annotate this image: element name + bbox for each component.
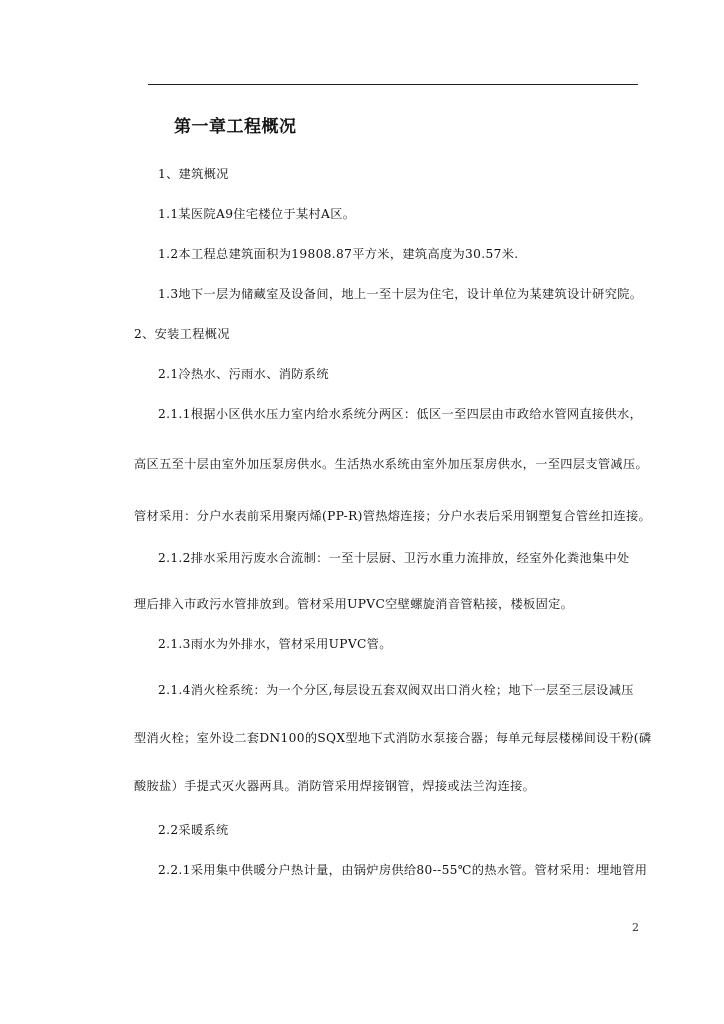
paragraph-line: 2.1.1根据小区供水压力室内给水系统分两区：低区一至四层由市政给水管网直接供水， (158, 407, 643, 421)
subsection-heading-heating: 2.2采暖系统 (158, 823, 229, 837)
paragraph-line: 酸胺盐）手提式灭火器两具。消防管采用焊接钢管，焊接或法兰沟连接。 (134, 779, 536, 793)
section-heading-building: 1、建筑概况 (158, 167, 229, 181)
paragraph-line: 1.2本工程总建筑面积为19808.87平方米，建筑高度为30.57米. (158, 247, 519, 261)
section-heading-installation: 2、安装工程概况 (134, 327, 230, 341)
paragraph-line: 2.1.4消火栓系统：为一个分区,每层设五套双阀双出口消火栓；地下一层至三层设减压 (158, 683, 634, 697)
paragraph-line: 理后排入市政污水管排放到。管材采用UPVC空壁螺旋消音管粘接，楼板固定。 (134, 597, 574, 611)
paragraph-line: 管材采用：分户水表前采用聚丙烯(PP-R)管热熔连接；分户水表后采用钢塑复合管丝扣连接。 (134, 509, 652, 523)
paragraph-line: 2.1.3雨水为外排水，管材采用UPVC管。 (158, 637, 392, 651)
paragraph-line: 2.1.2排水采用污废水合流制：一至十层厨、卫污水重力流排放，经室外化粪池集中处 (158, 551, 630, 565)
chapter-title: 第一章工程概况 (174, 117, 297, 137)
paragraph-line: 1.1某医院A9住宅楼位于某村A区。 (158, 207, 356, 221)
paragraph-line: 型消火栓；室外设二套DN100的SQX型地下式消防水泵接合器；每单元每层楼梯间设干粉(磷 (134, 731, 652, 745)
paragraph-line: 1.3地下一层为储藏室及设备间，地上一至十层为住宅，设计单位为某建筑设计研究院。 (158, 287, 643, 301)
paragraph-line: 2.2.1采用集中供暖分户热计量，由锅炉房供给80--55℃的热水管。管材采用：埋地管用 (158, 863, 648, 877)
page-number: 2 (632, 921, 639, 934)
subsection-heading-water: 2.1冷热水、污雨水、消防系统 (158, 367, 329, 381)
header-rule (148, 84, 638, 85)
paragraph-line: 高区五至十层由室外加压泵房供水。生活热水系统由室外加压泵房供水，一至四层支管减压。 (134, 457, 649, 471)
